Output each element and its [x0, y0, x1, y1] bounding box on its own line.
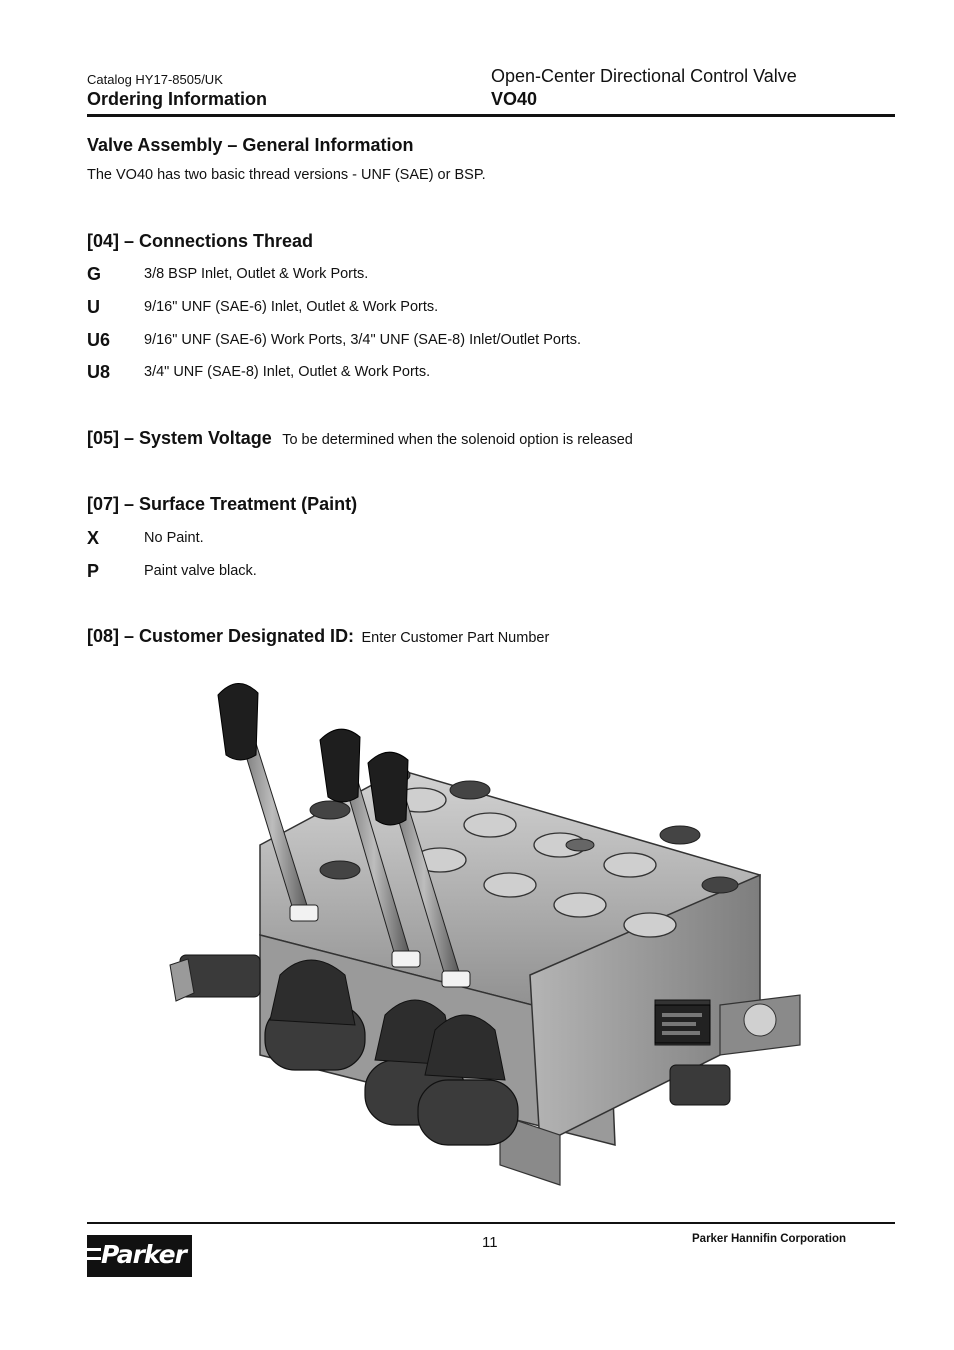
voltage-heading: [05] – System Voltage	[87, 428, 272, 448]
option-desc: 3/8 BSP Inlet, Outlet & Work Ports.	[144, 266, 369, 282]
option-code: P	[87, 561, 100, 581]
option-code: U6	[87, 330, 111, 350]
option-code: X	[87, 528, 100, 548]
header-rule	[87, 114, 895, 117]
option-desc: 3/4" UNF (SAE-8) Inlet, Outlet & Work Ports.	[144, 364, 431, 380]
customer-row	[87, 626, 549, 647]
option-desc: No Paint.	[144, 530, 204, 546]
company-name: Parker Hannifin Corporation	[692, 1233, 846, 1245]
connections-heading: [04] – Connections Thread	[87, 231, 314, 251]
voltage-note: To be determined when the solenoid option is released	[282, 432, 633, 448]
valve-illustration	[160, 675, 820, 1195]
option-code: U8	[87, 362, 111, 382]
catalog-number: Catalog HY17-8505/UK	[87, 72, 223, 87]
parker-logo	[87, 1235, 192, 1277]
section-title: Ordering Information	[87, 89, 267, 109]
general-text: The VO40 has two basic thread versions - UNF (SAE) or BSP.	[87, 167, 486, 183]
product-line: Open-Center Directional Control Valve	[491, 66, 797, 86]
option-desc: 9/16" UNF (SAE-6) Inlet, Outlet & Work Ports.	[144, 299, 439, 315]
option-desc: 9/16" UNF (SAE-6) Work Ports, 3/4" UNF (SAE-8) Inlet/Outlet Ports.	[144, 332, 582, 348]
customer-note: Enter Customer Part Number	[361, 630, 550, 646]
customer-heading: [08] – Customer Designated ID:	[87, 626, 355, 646]
footer-rule	[87, 1222, 895, 1224]
model-name: VO40	[491, 89, 538, 109]
option-desc: Paint valve black.	[144, 563, 257, 579]
option-code: G	[87, 264, 102, 284]
page-number: 11	[482, 1234, 498, 1251]
option-code: U	[87, 297, 100, 317]
voltage-row	[87, 428, 633, 449]
surface-heading: [07] – Surface Treatment (Paint)	[87, 494, 358, 514]
general-heading: Valve Assembly – General Information	[87, 135, 414, 155]
logo-text: Parker	[101, 1240, 186, 1269]
